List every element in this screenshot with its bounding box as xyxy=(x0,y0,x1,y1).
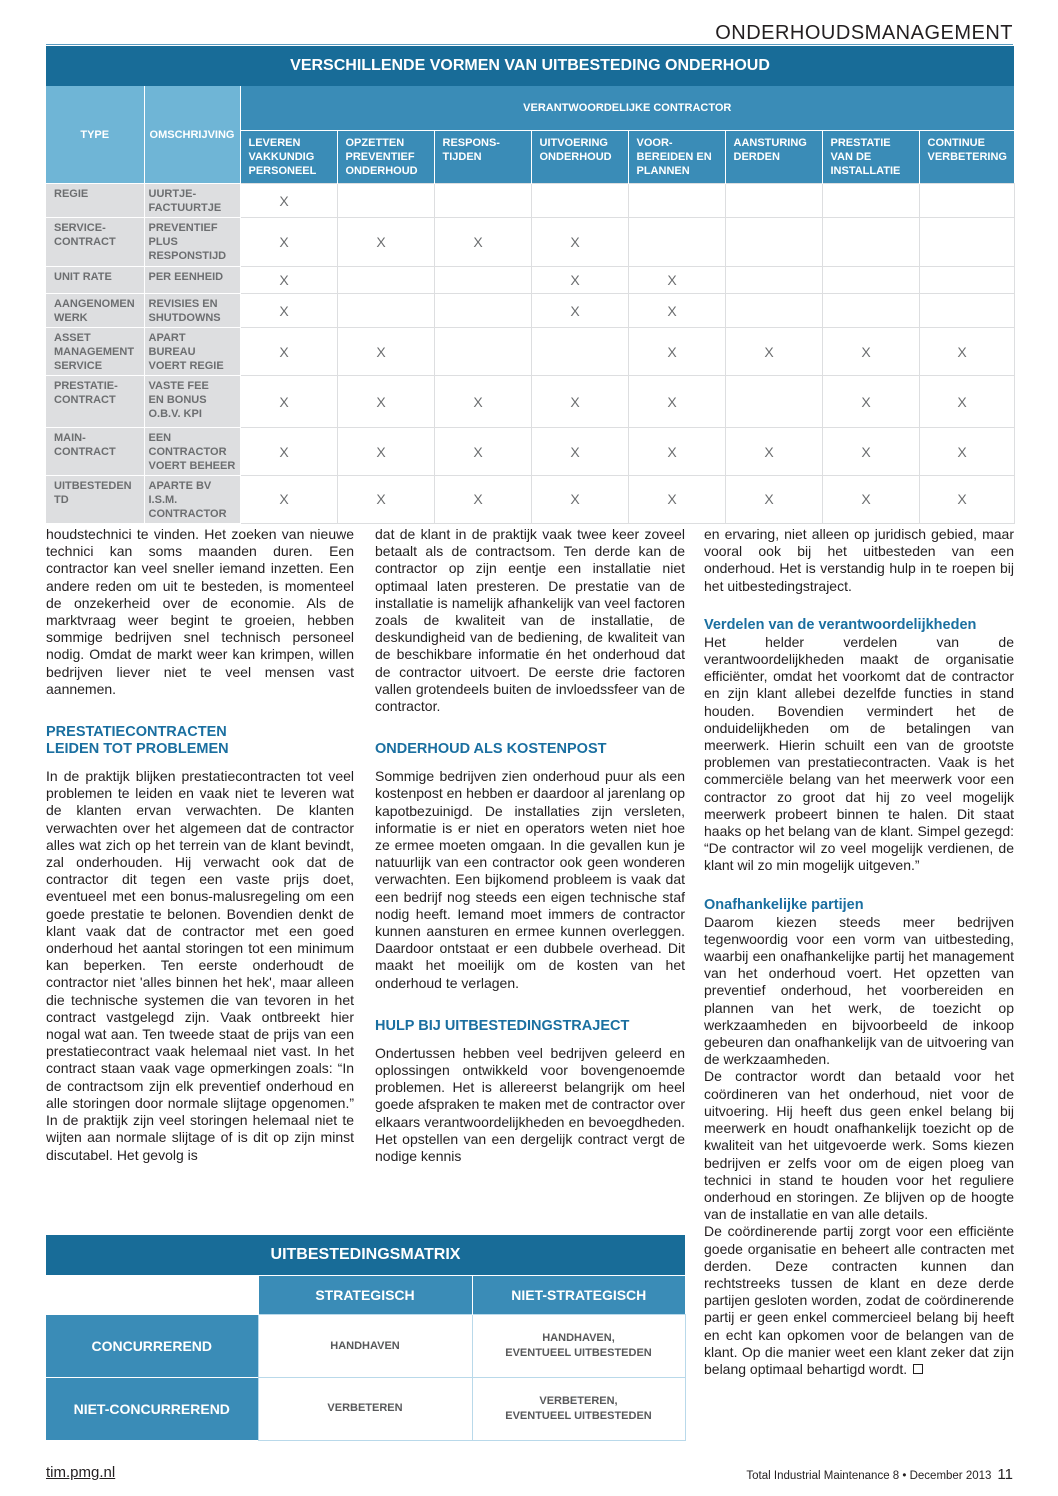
responsibility-mark: X xyxy=(337,328,434,376)
responsibility-mark xyxy=(531,328,628,376)
row-type-line: UNIT RATE xyxy=(54,271,112,283)
responsibility-header-line: BEREIDEN EN xyxy=(636,151,712,163)
responsibility-mark: X xyxy=(822,428,919,476)
responsibility-mark: X xyxy=(531,294,628,328)
responsibility-mark: X xyxy=(337,218,434,267)
responsibility-header-line: PRESTATIE xyxy=(830,137,891,149)
matrix-cell xyxy=(472,1315,685,1378)
row-description-cell xyxy=(144,328,240,376)
responsibility-header xyxy=(725,131,822,184)
footer-website-link[interactable]: tim.pmg.nl xyxy=(46,1464,116,1481)
row-type-line: MANAGEMENT xyxy=(54,346,135,358)
row-type-line: PRESTATIE- xyxy=(54,380,118,392)
column-3 xyxy=(704,526,1014,1378)
responsibility-mark: X xyxy=(434,476,531,524)
responsibility-mark: X xyxy=(919,328,1014,376)
col3-paragraph: De contractor wordt dan betaald voor het coördineren van het onderhoud, niet voor de uitvoering. Hij heeft dus geen enkel belang bij meerwerk en houdt onafhankelijk toezicht op de kwaliteit van het uitgevoerde werk. Soms kiezen bedrijven er zelfs voor om de eigen ploeg van technici in stand te houden voor het reguliere onderhoud en storingen. Ze blijven op de hoogte van de installatie en van alle details. xyxy=(704,1068,1014,1223)
matrix-cell-line: EVENTUEEL UITBESTEDEN xyxy=(505,1409,652,1422)
row-description-line: UURTJE- xyxy=(148,188,197,200)
responsibility-mark: X xyxy=(531,218,628,267)
row-description-cell xyxy=(144,476,240,524)
col2-paragraph: dat de klant in de praktijk vaak twee keer zoveel betaalt als de contractsom. Ten derde kan de contractor op zijn eentje een installatie niet optimaal laten presteren. De prestatie van de installatie is namelijk afhankelijk van veel factoren zoals de kwaliteit van de installatie, de deskundigheid van de bediening, de kwaliteit van de beschikbare informatie én het onderhoud dat de contractor uitvoert. De eerste drie factoren vallen grotendeels buiten de invloedssfeer van de contractor. xyxy=(375,526,685,715)
row-description-line: APARTE BV I.S.M. xyxy=(148,480,212,506)
responsibility-header-line: VOOR- xyxy=(636,137,673,149)
responsibility-mark xyxy=(725,376,822,428)
row-type-cell xyxy=(46,328,144,376)
row-description-line: CONTRACTOR xyxy=(148,508,227,520)
row-description-line: REVISIES EN xyxy=(148,298,218,310)
responsibility-mark xyxy=(531,184,628,218)
responsibility-mark xyxy=(822,218,919,267)
table-row xyxy=(46,428,1014,476)
responsibility-mark: X xyxy=(919,376,1014,428)
responsibility-mark xyxy=(628,184,725,218)
col3-paragraph xyxy=(704,1223,1014,1378)
row-type-line: REGIE xyxy=(54,188,89,200)
col2-heading: HULP BIJ UITBESTEDINGSTRAJECT xyxy=(375,1017,630,1034)
responsibility-mark xyxy=(725,267,822,294)
responsibility-mark xyxy=(822,294,919,328)
responsibility-header-line: PERSONEEL xyxy=(248,165,317,177)
col1-heading-line2: LEIDEN TOT PROBLEMEN xyxy=(46,741,229,758)
row-description-line: VOERT REGIE xyxy=(148,360,224,372)
row-type-line: AANGENOMEN xyxy=(54,298,135,310)
end-of-article-icon xyxy=(913,1364,923,1374)
responsibility-mark xyxy=(919,294,1014,328)
responsibility-mark xyxy=(628,218,725,267)
responsibility-header-line: PLANNEN xyxy=(636,165,690,177)
responsibility-mark: X xyxy=(919,428,1014,476)
row-type-line: SERVICE- xyxy=(54,222,106,234)
row-description-cell xyxy=(144,218,240,267)
row-type-line: CONTRACT xyxy=(54,394,116,406)
row-type-cell xyxy=(46,376,144,428)
responsibility-mark: X xyxy=(628,428,725,476)
row-description-line: CONTRACTOR xyxy=(148,446,227,458)
col3-paragraph: Daarom kiezen steeds meer bedrijven tegenwoordig voor een vorm van uitbesteding, waarbij een onafhankelijke partij het management van het onderhoud voert. Het opzetten van preventief onderhoud, het voorbereiden en plannen van het werk, de toezicht op werkzaamheden en bijvoorbeeld de inkoop gebeuren dan onafhankelijk van de uitvoering van de werkzaamheden. xyxy=(704,913,1014,1068)
row-description-cell xyxy=(144,294,240,328)
row-description-line: FACTUURTJE xyxy=(148,202,222,214)
responsibility-mark: X xyxy=(725,428,822,476)
responsibility-mark: X xyxy=(531,376,628,428)
responsible-contractor-header: VERANTWOORDELIJKE CONTRACTOR xyxy=(240,86,1014,131)
matrix-cell-line: EVENTUEEL UITBESTEDEN xyxy=(505,1347,652,1359)
footer-publication-name: Total Industrial Maintenance 8 • December 2013 xyxy=(746,1470,992,1482)
row-description-cell xyxy=(144,428,240,476)
col2-heading: ONDERHOUD ALS KOSTENPOST xyxy=(375,741,607,758)
responsibility-mark xyxy=(725,218,822,267)
responsibility-mark xyxy=(434,328,531,376)
responsibility-mark xyxy=(337,294,434,328)
row-type-cell xyxy=(46,267,144,294)
row-description-line: EEN xyxy=(148,432,172,444)
responsibility-mark: X xyxy=(531,476,628,524)
row-description-line: EN BONUS xyxy=(148,394,207,406)
row-description-cell xyxy=(144,376,240,428)
responsibility-mark: X xyxy=(725,328,822,376)
responsibility-header xyxy=(240,131,337,184)
row-description-line: SHUTDOWNS xyxy=(148,312,221,324)
responsibility-mark xyxy=(725,294,822,328)
responsibility-header-line: UITVOERING xyxy=(539,137,608,149)
matrix-row-header: NIET-CONCURREREND xyxy=(46,1378,258,1441)
row-description-cell xyxy=(144,267,240,294)
row-type-line: TD xyxy=(54,494,69,506)
responsibility-header-line: INSTALLATIE xyxy=(830,165,901,177)
matrix-cell-line: HANDHAVEN xyxy=(330,1339,400,1352)
top-rule xyxy=(46,44,1013,45)
row-type-line: ASSET xyxy=(54,332,91,344)
responsibility-header-line: CONTINUE xyxy=(927,137,985,149)
row-description-line: O.B.V. KPI xyxy=(148,408,202,420)
matrix-cell-line: VERBETEREN xyxy=(327,1402,403,1415)
col3-heading: Verdelen van de verantwoordelijkheden xyxy=(704,616,977,633)
responsibility-mark: X xyxy=(337,428,434,476)
responsibility-header xyxy=(919,131,1014,184)
row-type-cell xyxy=(46,476,144,524)
responsibility-header-line: LEVEREN xyxy=(248,137,301,149)
row-description-line: PER EENHEID xyxy=(148,271,224,283)
responsibility-mark: X xyxy=(919,476,1014,524)
responsibility-header-line: VAKKUNDIG xyxy=(248,151,315,163)
col3-heading: Onafhankelijke partijen xyxy=(704,896,864,913)
responsibility-header-line: TIJDEN xyxy=(442,151,482,163)
matrix-cell xyxy=(258,1315,472,1378)
column-2 xyxy=(375,526,685,1165)
responsibility-mark: X xyxy=(822,328,919,376)
responsibility-mark: X xyxy=(822,476,919,524)
table-row xyxy=(46,267,1014,294)
responsibility-mark xyxy=(337,184,434,218)
row-type-cell xyxy=(46,294,144,328)
responsibility-mark: X xyxy=(434,376,531,428)
row-type-cell xyxy=(46,428,144,476)
responsibility-mark xyxy=(725,184,822,218)
responsibility-header-line: VERBETERING xyxy=(927,151,1007,163)
matrix-cell-line: HANDHAVEN, xyxy=(542,1332,615,1344)
row-description-line: VASTE FEE xyxy=(148,380,209,392)
responsibility-header xyxy=(434,131,531,184)
responsibility-header xyxy=(337,131,434,184)
type-column-header: TYPE xyxy=(46,86,144,184)
row-type-line: SERVICE xyxy=(54,360,103,372)
responsibility-header-line: OPZETTEN xyxy=(345,137,405,149)
col2-paragraph: Sommige bedrijven zien onderhoud puur als een kostenpost en hebben er daardoor al jarenlang op kapotbezuinigd. De installaties zijn versleten, informatie is er niet en operators weten niet hoe ze ermee moeten omgaan. In die gevallen kun je natuurlijk van een contractor ook geen wonderen verwachten. Een bijkomend probleem is vaak dat een bedrijf nog steeds een eigen technische staf nodig heeft. Iemand moet immers de contractor kunnen aansturen en ermee kunnen overleggen. Daardoor ontstaat er een dubbele overhead. Dit maakt het moeilijk om de kosten van het onderhoud te verlagen. xyxy=(375,768,685,991)
responsibility-header-line: RESPONS- xyxy=(442,137,500,149)
responsibility-mark: X xyxy=(434,218,531,267)
section-label: ONDERHOUDSMANAGEMENT xyxy=(715,22,1013,47)
row-description-line: APART BUREAU xyxy=(148,332,196,358)
responsibility-mark: X xyxy=(434,428,531,476)
row-description-cell xyxy=(144,184,240,218)
col3-paragraph: Het helder verdelen van de verantwoordelijkheden maakt de organisatie efficiënter, omdat het voorkomt dat de contractor en zijn klant allebei dezelfde functies in stand houden. Bovendien vermindert het de onduidelijkheden om de betalingen van meerwerk. Hierin schuilt een van de grootste problemen van prestatiecontracten. Vaak is het commerciële belang van het meerwerk voor een contractor zo groot dat hij zo veel mogelijk meerwerk probeert binnen te halen. Dit staat haaks op het belang van de klant. Simpel gezegd: “De contractor wil zo veel mogelijk verdienen, de klant wil zo min mogelijk uitgeven.” xyxy=(704,633,1014,874)
responsibility-header-line: ONDERHOUD xyxy=(539,151,612,163)
row-description-line: PLUS xyxy=(148,236,178,248)
matrix-column-header: NIET-STRATEGISCH xyxy=(472,1276,685,1315)
table-title: VERSCHILLENDE VORMEN VAN UITBESTEDING ONDERHOUD xyxy=(46,46,1014,86)
responsibility-mark xyxy=(919,267,1014,294)
matrix-row-header: CONCURREREND xyxy=(46,1315,258,1378)
responsibility-mark: X xyxy=(240,376,337,428)
matrix-cell-line: VERBETEREN, xyxy=(539,1394,618,1407)
row-type-line: WERK xyxy=(54,312,88,324)
responsibility-mark: X xyxy=(531,428,628,476)
responsibility-mark xyxy=(434,294,531,328)
responsibility-mark: X xyxy=(628,376,725,428)
col3-last-text: De coördinerende partij zorgt voor een efficiënte goede organisatie en beheert alle contracten met derden. Deze contracten kunnen dan rechtstreeks tussen de klant en deze derde partijen gesloten worden, zodat de coördinerende partij er geen enkel commercieel belang bij heeft en echt kan opkomen voor de belangen van de klant. Op die manier weet een klant zeker dat zijn belang optimaal behartigd wordt. xyxy=(704,1223,1014,1377)
responsibility-mark: X xyxy=(337,376,434,428)
footer-publication xyxy=(746,1466,1013,1483)
responsibility-mark: X xyxy=(628,476,725,524)
responsibility-mark xyxy=(434,184,531,218)
responsibility-mark xyxy=(919,218,1014,267)
col1-heading xyxy=(46,724,354,758)
table-row xyxy=(46,328,1014,376)
responsibility-mark xyxy=(822,184,919,218)
col1-paragraph: In de praktijk blijken prestatiecontracten tot veel problemen te leiden en vaak niet te leveren wat de klanten ervan verwachten. De klanten verwachten over het algemeen dat de contractor alles wat zich op het terrein van de klant bevindt, zal onderhouden. Hij verwacht ook dat de contractor dit tegen een vaste prijs doet, eventueel met een bonus-malusregeling om een goede prestatie te belonen. Bovendien denkt de klant vaak dat de contractor met een goed onderhoud het aantal storingen tot een minimum kan beperken. Ten eerste onderhoudt de contractor niet 'alles binnen het hek', maar alleen die technische systemen die van tevoren in het contract vastgelegd zijn. Vaak ontbreekt hier nogal wat aan. Ten tweede staat de prijs van een prestatiecontract vaak helemaal niet vast. In het contract staan vaak vage opmerkingen zoals: “In de contractsom zijn elk preventief onderhoud en alle storingen door normale slijtage opgenomen.” In de praktijk zijn veel storingen helemaal niet te wijten aan normale slijtage of is dit op zijn minst discutabel. Het gevolg is xyxy=(46,768,354,1163)
outsourcing-forms-table xyxy=(46,46,1015,524)
row-type-line: UITBESTEDEN xyxy=(54,480,132,492)
table-row xyxy=(46,218,1014,267)
matrix-cell xyxy=(472,1378,685,1441)
responsibility-mark: X xyxy=(628,294,725,328)
responsibility-header xyxy=(822,131,919,184)
column-1 xyxy=(46,526,354,1164)
row-description-line: VOERT BEHEER xyxy=(148,460,236,472)
row-type-line: CONTRACT xyxy=(54,446,116,458)
responsibility-mark: X xyxy=(240,476,337,524)
row-type-line: CONTRACT xyxy=(54,236,116,248)
responsibility-header-line: DERDEN xyxy=(733,151,780,163)
responsibility-mark: X xyxy=(337,476,434,524)
responsibility-header-line: VAN DE xyxy=(830,151,872,163)
responsibility-header-line: PREVENTIEF xyxy=(345,151,415,163)
matrix-cell xyxy=(258,1378,472,1441)
responsibility-mark: X xyxy=(240,218,337,267)
row-type-cell xyxy=(46,184,144,218)
matrix-column-header: STRATEGISCH xyxy=(258,1276,472,1315)
table-row xyxy=(46,476,1014,524)
responsibility-mark: X xyxy=(240,184,337,218)
row-description-line: RESPONSTIJD xyxy=(148,250,227,262)
responsibility-header xyxy=(628,131,725,184)
row-description-line: PREVENTIEF xyxy=(148,222,218,234)
responsibility-mark: X xyxy=(628,267,725,294)
responsibility-mark xyxy=(919,184,1014,218)
responsibility-mark xyxy=(822,267,919,294)
responsibility-mark xyxy=(434,267,531,294)
responsibility-mark: X xyxy=(240,267,337,294)
responsibility-mark: X xyxy=(240,294,337,328)
matrix-title: UITBESTEDINGSMATRIX xyxy=(46,1235,685,1276)
responsibility-mark: X xyxy=(628,328,725,376)
page-number: 11 xyxy=(997,1466,1013,1483)
responsibility-mark: X xyxy=(822,376,919,428)
col1-heading-line1: PRESTATIECONTRACTEN xyxy=(46,724,227,741)
responsibility-header-line: AANSTURING xyxy=(733,137,807,149)
responsibility-mark: X xyxy=(240,428,337,476)
outsourcing-matrix xyxy=(46,1235,686,1441)
matrix-corner xyxy=(46,1276,258,1315)
table-row xyxy=(46,294,1014,328)
responsibility-mark xyxy=(337,267,434,294)
row-type-line: MAIN- xyxy=(54,432,86,444)
row-type-cell xyxy=(46,218,144,267)
description-column-header: OMSCHRIJVING xyxy=(144,86,240,184)
table-row xyxy=(46,184,1014,218)
responsibility-mark: X xyxy=(725,476,822,524)
col3-paragraph: en ervaring, niet alleen op juridisch gebied, maar vooral ook bij het uitbesteden van een onderhoud. Het is verstandig hulp in te roepen bij het uitbestedingstraject. xyxy=(704,526,1014,594)
responsibility-mark: X xyxy=(240,328,337,376)
responsibility-mark: X xyxy=(531,267,628,294)
responsibility-header-line: ONDERHOUD xyxy=(345,165,418,177)
col2-paragraph: Ondertussen hebben veel bedrijven geleerd en oplossingen ontwikkeld voor bovengenoemde problemen. Het is allereerst belangrijk om heel goede afspraken te maken met de contractor over elkaars verantwoordelijkheden en bevoegdheden. Het opstellen van een dergelijk contract vergt de nodige kennis xyxy=(375,1044,685,1165)
col1-paragraph: houdstechnici te vinden. Het zoeken van nieuwe technici kan soms maanden duren. Een contractor kan veel sneller iemand inzetten. Een andere reden om uit te besteden, is momenteel de onzekerheid over de economie. Als de marktvraag weer begint te groeien, hebben sommige bedrijven snel technisch personeel nodig. Omdat de markt weer kan krimpen, willen bedrijven liever niet te veel mensen vast aannemen. xyxy=(46,526,354,697)
responsibility-header xyxy=(531,131,628,184)
table-row xyxy=(46,376,1014,428)
